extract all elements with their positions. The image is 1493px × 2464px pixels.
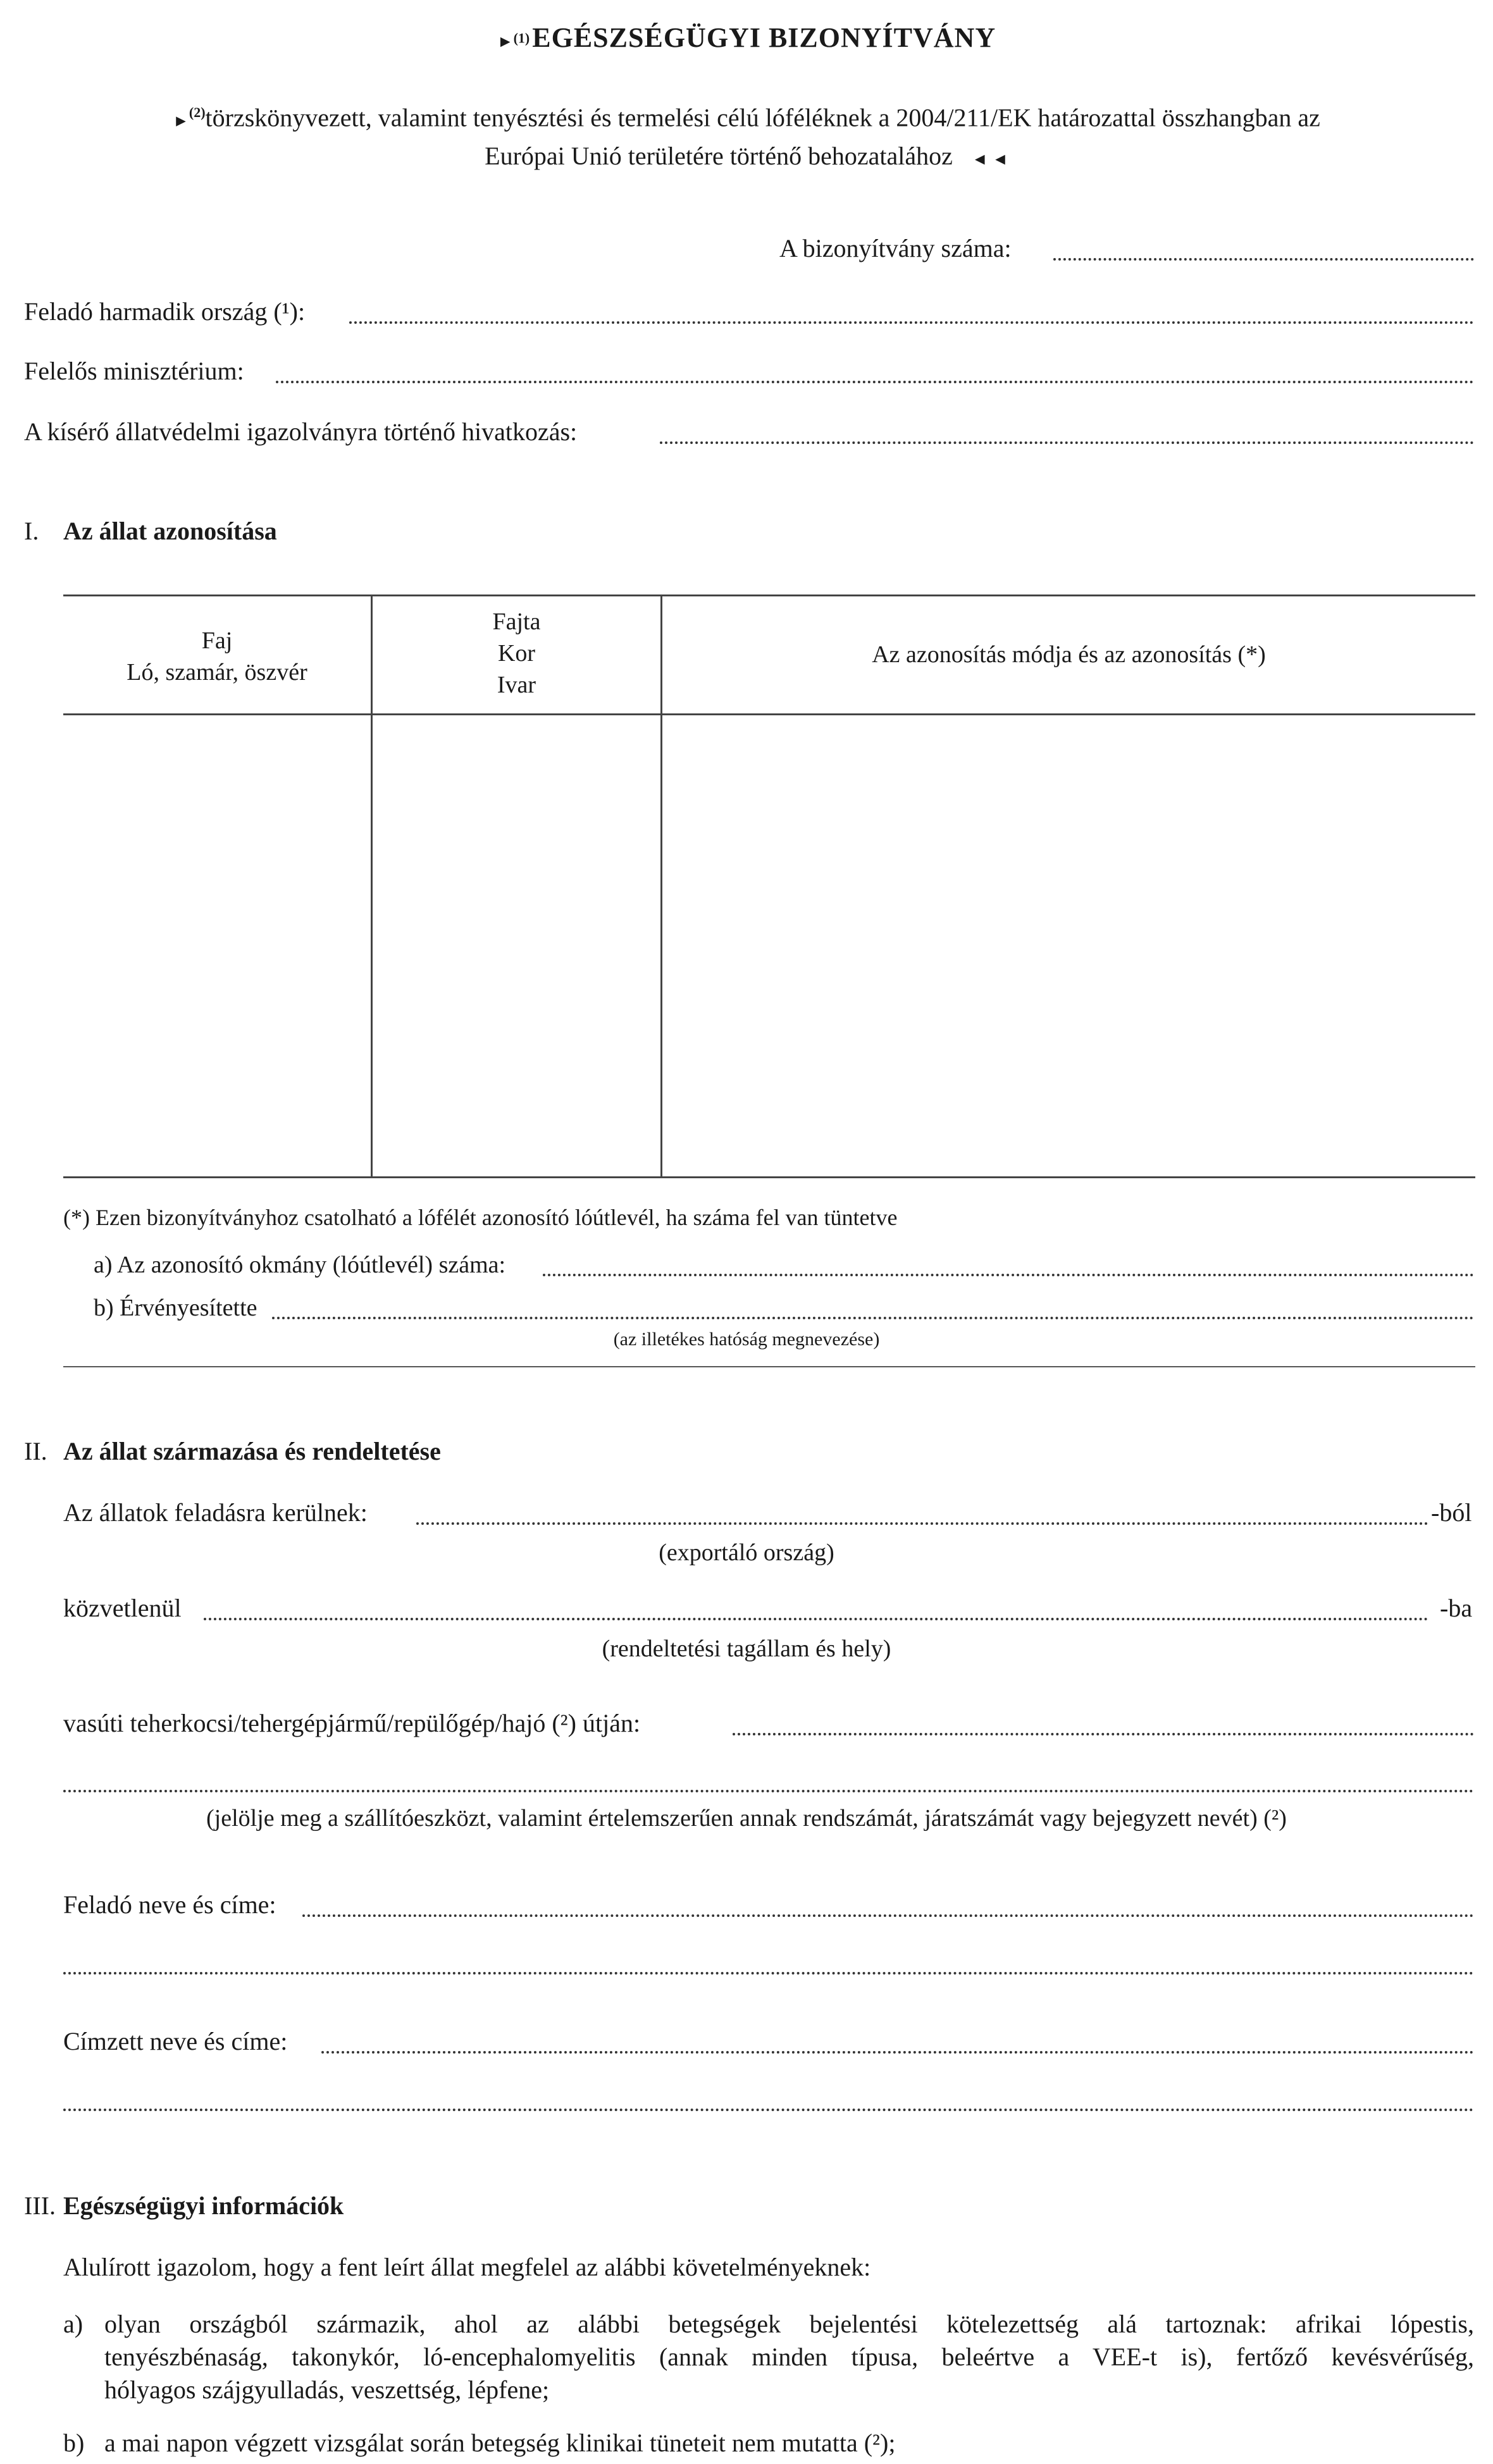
note-ref: (1) [513,30,530,46]
recipient-label: Címzett neve és címe: [63,2027,288,2055]
sender-field-line-2[interactable] [63,1972,1474,1974]
dispatch-country-field[interactable] [416,1522,1428,1525]
identification-footnote: (*) Ezen bizonyítványhoz csatolható a lófélét azonosító lóútlevél, ha száma fel van tüntetve [63,1205,898,1230]
header-species: Faj [201,627,233,654]
section-3-number: III. [24,2191,56,2220]
amendment-marker: ► [173,111,189,130]
section-3-intro: Alulírott igazolom, hogy a fent leírt állat megfelel az alábbi követelményeknek: [63,2253,871,2281]
dispatch-label: Az állatok feladásra kerülnek: [63,1498,368,1527]
item-a-line-2: tenyészbénaság, takonykór, ló-encephalomyelitis (annak minden típusa, beleértve a VEE-t is), fertőző kevésvérűség, [104,2343,1474,2371]
validated-by-field[interactable] [272,1317,1474,1319]
amendment-marker: ► [497,32,514,51]
sender-country-label: Feladó harmadik ország (¹): [24,297,306,326]
section-1-title: Az állat azonosítása [63,517,277,545]
subtitle-line-2: Európai Unió területére történő behozatalához [485,142,953,171]
transport-label: vasúti teherkocsi/tehergépjármű/repülőgép/hajó (²) útján: [63,1709,641,1737]
page-title: EGÉSZSÉGÜGYI BIZONYÍTVÁNY [532,22,996,53]
item-a-line-3: hólyagos szájgyulladás, veszettség, lépfene; [104,2375,550,2404]
passport-number-field[interactable] [543,1274,1474,1276]
header-species-types: Ló, szamár, öszvér [127,659,307,686]
header-sex: Ivar [497,672,536,698]
table-header-species [63,625,371,688]
amendment-end-marker: ◄ ◄ [971,150,1008,169]
ministry-field[interactable] [276,381,1474,383]
reference-field[interactable] [660,441,1474,444]
section-1-divider [63,1366,1475,1367]
destination-field[interactable] [204,1618,1428,1620]
dispatch-caption: (exportáló ország) [659,1539,834,1566]
transport-field-line-2[interactable] [63,1790,1474,1792]
recipient-field[interactable] [321,2051,1474,2054]
authority-caption: (az illetékes hatóság megnevezése) [613,1329,880,1350]
section-1-number: I. [24,517,39,545]
recipient-field-line-2[interactable] [63,2109,1474,2111]
sender-label: Feladó neve és címe: [63,1890,276,1919]
subtitle-line-1: törzskönyvezett, valamint tenyésztési és termelési célú lóféléknek a 2004/211/EK határozattal összhangban az [205,103,1320,132]
transport-caption: (jelölje meg a szállítóeszközt, valamint értelemszerűen annak rendszámát, járatszámát vagy bejegyzett nevét) (²) [206,1805,1287,1832]
item-a-label: a) [63,2310,84,2338]
section-2-title: Az állat származása és rendeltetése [63,1437,441,1465]
certificate-number-label: A bizonyítvány száma: [779,234,1012,262]
certificate-title [0,19,1493,63]
direct-label: közvetlenül [63,1594,182,1622]
sender-country-field[interactable] [349,321,1474,324]
table-bottom-border [63,1176,1475,1178]
table-cell-species[interactable] [65,715,371,1176]
table-header-identification: Az azonosítás módja és az azonosítás (*) [872,641,1266,668]
dispatch-suffix: -ból [1431,1498,1472,1527]
table-cell-identification[interactable] [662,715,1475,1176]
header-age: Kor [497,640,536,667]
sender-field[interactable] [302,1914,1474,1917]
certificate-number-field[interactable] [1053,258,1474,261]
item-a-line-1: olyan országból származik, ahol az alábbi betegségek bejelentési kötelezettség alá tartoznak: afrikai lópestis, [104,2310,1474,2338]
certificate-subtitle [0,95,1493,177]
table-top-border [63,594,1475,596]
item-b-text: a mai napon végzett vizsgálat során betegség klinikai tüneteit nem mutatta (²); [104,2429,896,2457]
header-breed: Fajta [492,608,541,635]
section-2-number: II. [24,1437,47,1465]
transport-field[interactable] [733,1733,1474,1735]
direct-suffix: -ba [1440,1594,1473,1622]
validated-by-label: b) Érvényesítette [94,1295,257,1321]
item-b-label: b) [63,2429,85,2457]
note-ref: (2) [189,104,206,120]
direct-caption: (rendeltetési tagállam és hely) [602,1635,891,1662]
table-cell-breed[interactable] [373,715,660,1176]
ministry-label: Felelős minisztérium: [24,357,244,385]
reference-label: A kísérő állatvédelmi igazolványra történő hivatkozás: [24,417,578,446]
passport-number-label: a) Az azonosító okmány (lóútlevél) száma: [94,1252,506,1278]
table-header-breed [373,606,660,701]
section-3-title: Egészségügyi információk [63,2191,344,2220]
